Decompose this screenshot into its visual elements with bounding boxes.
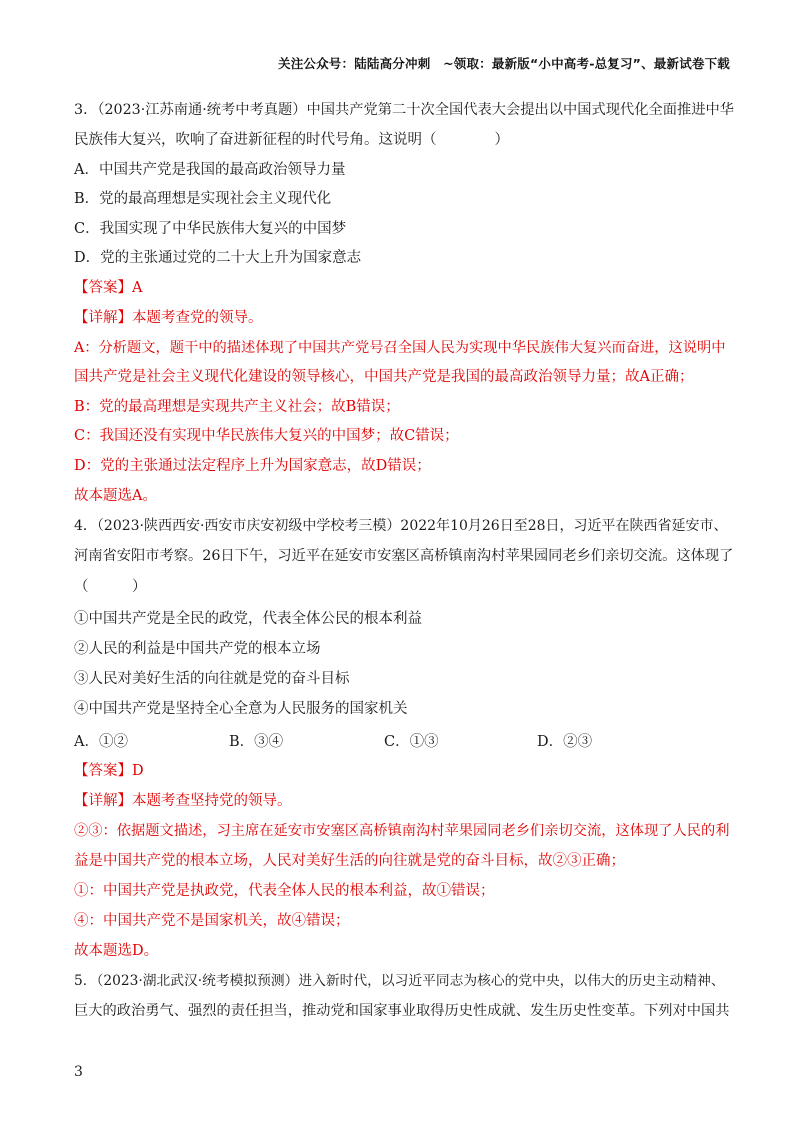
q3-option-b: B．党的最高理想是实现社会主义现代化 [74,191,332,207]
q4-item-3: ③人民对美好生活的向往就是党的奋斗目标 [74,671,350,687]
q3-explain-6: 故本题选A。 [74,488,157,504]
q5-stem-line2: 巨大的政治勇气、强烈的责任担当，推动党和国家事业取得历史性成就、发生历史性变革。下列对中国共 [74,1003,730,1019]
q4-explain-2: 益是中国共产党的根本立场，人民对美好生活的向往就是党的奋斗目标，故②③正确； [74,853,625,869]
q3-option-d: D．党的主张通过党的二十大上升为国家意志 [74,250,362,266]
q4-stem-line3: （ ） [74,579,147,595]
q3-explain-1: A：分析题文，题干中的描述体现了中国共产党号召全国人民为实现中华民族伟大复兴而奋进，这说明中 [74,340,726,356]
q3-explain-3: B：党的最高理想是实现共产主义社会；故B错误； [74,399,400,415]
q4-choice-c: C．①③ [384,734,439,750]
q4-item-2: ②人民的利益是中国共产党的根本立场 [74,641,321,657]
q4-explain-1: ②③：依据题文描述，习主席在延安市安塞区高桥镇南沟村苹果园同老乡们亲切交流，这体现了人民的利 [74,823,730,839]
q4-choice-b: B．③④ [229,734,284,750]
q3-detail: 【详解】本题考查党的领导。 [74,310,263,326]
q3-explain-4: C：我国还没有实现中华民族伟大复兴的中国梦；故C错误； [74,428,459,444]
q4-choice-a: A．①② [74,734,128,750]
q4-stem-line2: 河南省安阳市考察。26日下午，习近平在延安市安塞区高桥镇南沟村苹果园同老乡们亲切交流。这体现了 [74,548,734,564]
q4-stem-line1: 4．（2023·陕西西安·西安市庆安初级中学校考三模）2022年10月26日至28日，习近平在陕西省延安市、 [74,518,728,534]
q3-answer: 【答案】A [74,280,143,296]
q4-choice-d: D．②③ [537,734,593,750]
q3-option-c: C．我国实现了中华民族伟大复兴的中国梦 [74,221,347,237]
q3-explain-5: D：党的主张通过法定程序上升为国家意志，故D错误； [74,458,431,474]
q4-explain-5: 故本题选D。 [74,943,159,959]
q4-detail: 【详解】本题考查坚持党的领导。 [74,793,292,809]
q4-explain-4: ④：中国共产党不是国家机关，故④错误； [74,913,350,929]
q3-stem-line2: 民族伟大复兴，吹响了奋进新征程的时代号角。这说明（ ） [74,132,509,148]
q5-stem-line1: 5．（2023·湖北武汉·统考模拟预测）进入新时代，以习近平同志为核心的党中央，以伟大的历史主动精神、 [74,973,725,989]
q4-explain-3: ①：中国共产党是执政党，代表全体人民的根本利益，故①错误； [74,883,495,899]
q3-explain-2: 国共产党是社会主义现代化建设的领导核心，中国共产党是我国的最高政治领导力量；故A正确； [74,369,694,385]
q3-option-a: A．中国共产党是我国的最高政治领导力量 [74,162,346,178]
page-header: 关注公众号：陆陆高分冲刺 ~领取：最新版“小中高考-总复习”、最新试卷下载 [278,56,730,71]
page-number: 3 [74,1064,83,1080]
q4-item-4: ④中国共产党是坚持全心全意为人民服务的国家机关 [74,701,408,717]
q4-answer: 【答案】D [74,763,144,779]
q3-stem-line1: 3．（2023·江苏南通·统考中考真题）中国共产党第二十次全国代表大会提出以中国式现代化全面推进中华 [74,102,735,118]
q4-item-1: ①中国共产党是全民的政党，代表全体公民的根本利益 [74,611,422,627]
